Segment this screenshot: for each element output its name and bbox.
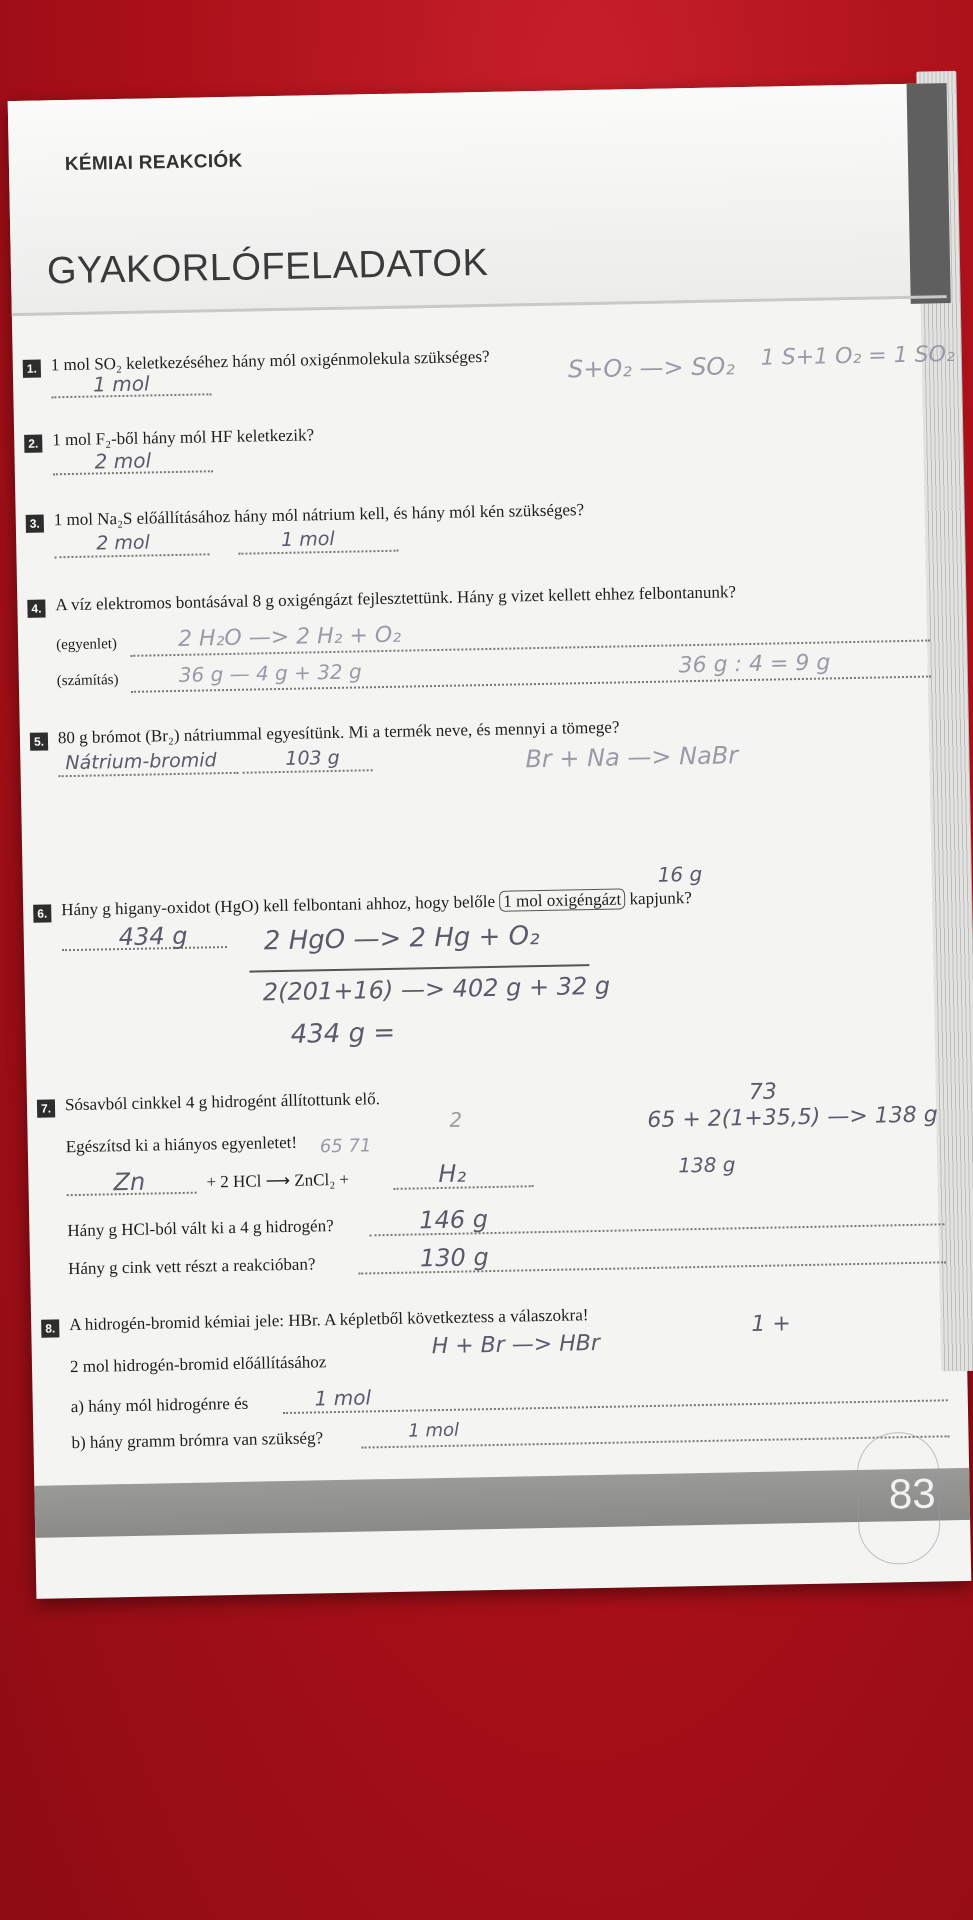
task-number: 6.: [33, 904, 51, 922]
equation-text: + 2 HCl ⟶ ZnCl₂ +: [206, 1169, 350, 1192]
chapter-tab: [907, 83, 951, 304]
task-number: 3.: [26, 514, 44, 532]
boxed-phrase: 1 mol oxigéngázt: [499, 888, 625, 911]
line-label: (számítás): [56, 672, 119, 690]
handwritten-note: S+O₂ —> SO₂: [567, 352, 736, 384]
page-number: 83: [888, 1469, 937, 1518]
task-number: 5.: [30, 732, 48, 750]
task-2: [14, 403, 949, 474]
handwritten-work: 2 HgO —> 2 Hg + O₂: [263, 921, 540, 957]
task-question: 80 g brómot (Br₂) nátriummal egyesítünk. Mi a termék neve, és mennyi a tömege?: [57, 717, 620, 748]
handwritten-answer: 434 g: [118, 921, 188, 952]
line-label: (egyenlet): [56, 636, 118, 654]
handwritten-answer: 1 mol: [408, 1419, 460, 1442]
handwritten-answer: Zn: [113, 1167, 146, 1197]
handwritten-note: 1 S+1 O₂ = 1 SO₂: [760, 341, 956, 371]
task-number: 7.: [37, 1099, 55, 1117]
handwritten-equation: 2 H₂O —> 2 H₂ + O₂: [177, 622, 402, 652]
handwritten-answer: Nátrium-bromid: [65, 749, 217, 775]
handwritten-calculation: 36 g — 4 g + 32 g: [178, 659, 362, 687]
footer-band: [34, 1468, 970, 1538]
handwritten-answer: 2 mol: [96, 531, 150, 555]
task-4: [17, 568, 952, 690]
task-8: [31, 1288, 966, 1453]
section-label: KÉMIAI REAKCIÓK: [64, 150, 243, 176]
task-number: 2.: [24, 435, 42, 453]
task-question: A hidrogén-bromid kémiai jele: HBr. A képletből következtess a válaszokra!: [69, 1305, 589, 1335]
sub-question: Hány g HCl-ból vált ki a 4 g hidrogén?: [67, 1216, 334, 1241]
handwritten-answer: 1 mol: [92, 371, 150, 397]
task-number: 1.: [23, 360, 41, 378]
handwritten-work: 434 g =: [290, 1017, 396, 1050]
handwritten-answer: 103 g: [285, 746, 340, 770]
handwritten-work: 138 g: [678, 1152, 736, 1178]
task-question: 1 mol F₂-ből hány mól HF keletkezik?: [52, 425, 315, 450]
handwritten-answer: H₂: [438, 1159, 467, 1189]
answer-line: [283, 1398, 948, 1414]
task-question: [61, 888, 692, 920]
task-5: [20, 701, 955, 775]
handwritten-work: 65 + 2(1+35,5) —> 138 g: [647, 1102, 938, 1134]
task-instruction: Egészítsd ki a hiányos egyenletet!: [65, 1132, 298, 1157]
fraction-line: [249, 964, 589, 973]
handwritten-note: 65 71: [319, 1135, 372, 1158]
task-question: 1 mol SO₂ keletkezéséhez hány mól oxigénmolekula szükséges?: [50, 346, 490, 375]
page-title: GYAKORLÓFELADATOK: [46, 241, 489, 293]
task-1: [12, 328, 956, 397]
sub-question: a) hány mól hidrogénre és: [70, 1393, 249, 1417]
sub-question: Hány g cink vett részt a reakcióban?: [67, 1254, 316, 1279]
task-6: [23, 861, 958, 1050]
task-question: Sósavból cinkkel 4 g hidrogént állítottunk elő.: [64, 1089, 381, 1115]
handwritten-answer: 130 g: [419, 1243, 489, 1273]
handwritten-note: 1 +: [751, 1311, 792, 1338]
handwritten-work: 73: [748, 1079, 778, 1106]
handwritten-note: Br + Na —> NaBr: [525, 741, 739, 774]
workbook-page: [8, 83, 972, 1599]
sub-question: b) hány gramm brómra van szükség?: [71, 1428, 324, 1453]
task-number: 4.: [27, 599, 45, 617]
handwritten-answer: 2 mol: [94, 448, 152, 474]
handwritten-work: 2(201+16) —> 402 g + 32 g: [262, 971, 611, 1007]
handwritten-answer: 1 mol: [314, 1385, 372, 1411]
box-note: 16 g: [657, 861, 703, 887]
handwritten-note: H + Br —> HBr: [431, 1330, 601, 1360]
task-question: A víz elektromos bontásával 8 g oxigéngázt fejlesztettünk. Hány g vizet kellett ehhez felbontanunk?: [55, 582, 737, 615]
handwritten-answer: 1 mol: [280, 527, 335, 551]
handwritten-answer: 146 g: [419, 1205, 489, 1235]
task-question: 1 mol Na₂S előállításához hány mól nátrium kell, és hány mól kén szükséges?: [53, 500, 585, 530]
task-number: 8.: [41, 1319, 59, 1337]
question-text: Hány g higany-oxidot (HgO) kell felbontani ahhoz, hogy belőle: [61, 891, 496, 920]
handwritten-result: 36 g : 4 = 9 g: [678, 650, 831, 679]
question-text: kapjunk?: [629, 888, 693, 909]
task-3: [15, 483, 950, 555]
handwritten-note: 2: [449, 1107, 463, 1132]
task-7: [27, 1068, 962, 1279]
task-instruction: 2 mol hidrogén-bromid előállításához: [69, 1352, 327, 1377]
